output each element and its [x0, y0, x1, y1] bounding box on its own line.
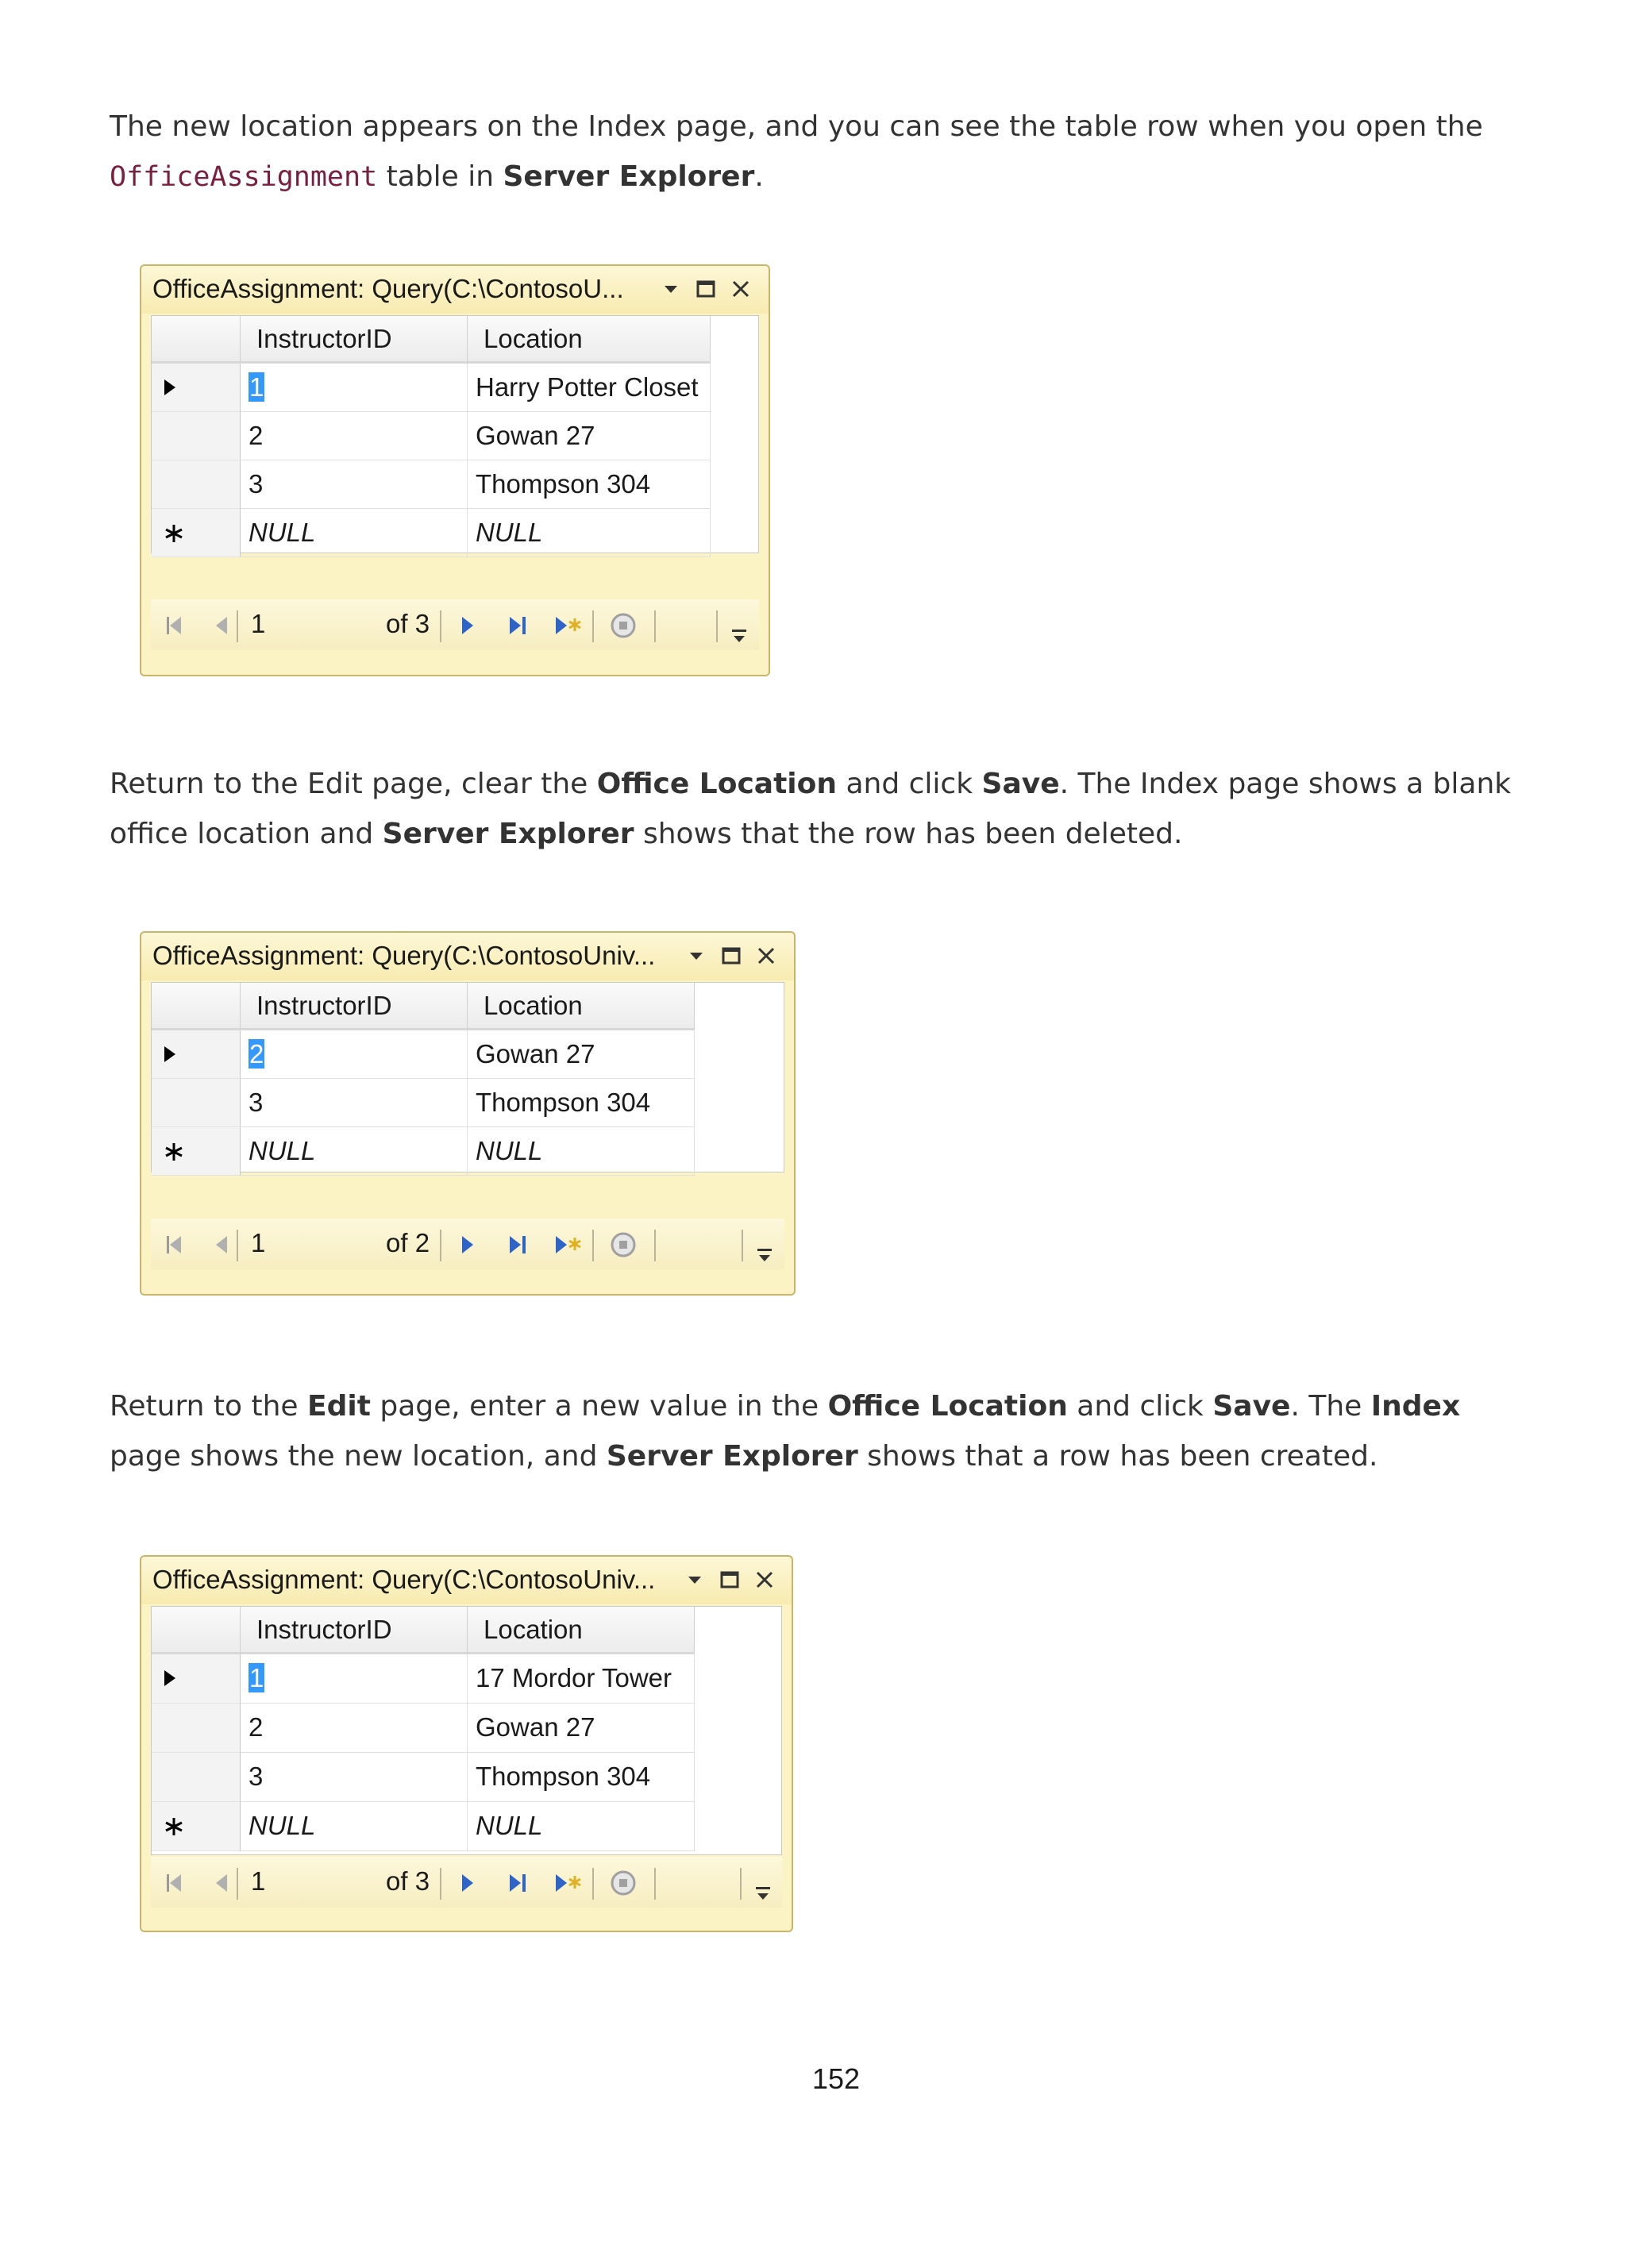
toolbar-overflow-icon[interactable]	[751, 1857, 775, 1908]
row-selector[interactable]	[152, 1802, 241, 1851]
close-icon[interactable]	[729, 275, 753, 302]
title-bar	[141, 1557, 792, 1604]
close-icon[interactable]	[753, 1566, 776, 1593]
record-total: of 2	[386, 1228, 430, 1257]
record-total: of 3	[386, 609, 430, 638]
previous-record-icon[interactable]	[205, 599, 237, 650]
page-number: 152	[812, 2062, 861, 2095]
row-selector[interactable]	[152, 1654, 241, 1704]
current-record-input[interactable]: 1	[251, 1866, 266, 1896]
next-record-icon[interactable]	[451, 599, 483, 650]
current-row-arrow-icon	[152, 1654, 241, 1704]
column-header-instructorid[interactable]: InstructorID	[241, 316, 468, 364]
column-header-location[interactable]: Location	[468, 1607, 695, 1654]
title-bar	[141, 266, 769, 314]
row-selector[interactable]	[152, 1079, 241, 1127]
separator	[716, 610, 718, 642]
para3-bold-office-location: Office Location	[827, 1390, 1068, 1423]
paragraph-create	[110, 1381, 1531, 1481]
separator	[654, 610, 656, 642]
separator	[592, 610, 594, 642]
row-selector[interactable]	[152, 1127, 241, 1176]
cell-instructorid[interactable]: NULL	[241, 1127, 468, 1176]
separator	[592, 1230, 594, 1261]
row-selector[interactable]	[152, 460, 241, 509]
window-title: OfficeAssignment: Query(C:\ContosoUniv...	[152, 1565, 656, 1594]
stop-icon[interactable]	[603, 599, 643, 650]
row-selector-header	[152, 983, 241, 1030]
para2-bold-office-location: Office Location	[596, 768, 838, 800]
para3-bold-edit: Edit	[307, 1390, 371, 1423]
record-navigator	[151, 1219, 784, 1269]
row-selector-header	[152, 1607, 241, 1654]
separator	[237, 1868, 238, 1900]
row-selector[interactable]	[152, 509, 241, 557]
stop-icon[interactable]	[603, 1219, 643, 1269]
separator	[237, 610, 238, 642]
column-header-instructorid[interactable]: InstructorID	[241, 1607, 468, 1654]
previous-record-icon[interactable]	[205, 1219, 237, 1269]
toolbar-overflow-icon[interactable]	[753, 1219, 776, 1269]
first-record-icon[interactable]	[157, 1857, 189, 1908]
last-record-icon[interactable]	[500, 1857, 537, 1908]
para3-text-5: page shows the new location, and	[110, 1440, 607, 1473]
cell-location[interactable]: Thompson 304	[468, 1753, 695, 1802]
last-record-icon[interactable]	[500, 1219, 537, 1269]
para3-text-4: . The	[1290, 1390, 1371, 1423]
para1-bold-server-explorer: Server Explorer	[503, 160, 755, 193]
cell-instructorid[interactable]: 3	[241, 1079, 468, 1127]
dropdown-icon[interactable]	[684, 942, 708, 969]
previous-record-icon[interactable]	[205, 1857, 237, 1908]
separator	[740, 1868, 742, 1900]
title-bar	[141, 933, 794, 980]
para1-text-1: The new location appears on the Index page, and you can see the table row when you open the	[110, 110, 1483, 143]
maximize-icon[interactable]	[719, 942, 743, 969]
current-row-arrow-icon	[152, 1030, 241, 1079]
separator	[654, 1230, 656, 1261]
dropdown-icon[interactable]	[659, 275, 683, 302]
para2-bold-save: Save	[981, 768, 1060, 800]
para2-bold-server-explorer: Server Explorer	[382, 818, 634, 850]
toolbar-overflow-icon[interactable]	[727, 599, 751, 650]
cell-location[interactable]: Thompson 304	[468, 460, 711, 509]
para3-text-2: page, enter a new value in the	[370, 1390, 828, 1423]
code-office-assignment: OfficeAssignment	[110, 161, 378, 193]
para3-bold-index: Index	[1370, 1390, 1461, 1423]
cell-instructorid[interactable]: 3	[241, 460, 468, 509]
record-navigator	[151, 599, 759, 650]
cell-location[interactable]: Gowan 27	[468, 412, 711, 460]
window-title: OfficeAssignment: Query(C:\ContosoUniv...	[152, 941, 656, 970]
cell-location[interactable]: Harry Potter Closet	[468, 364, 711, 412]
results-grid	[151, 315, 759, 553]
para3-text-1: Return to the	[110, 1390, 308, 1423]
cell-instructorid[interactable]: NULL	[241, 1802, 468, 1851]
cell-instructorid[interactable]: 2	[241, 412, 468, 460]
next-record-icon[interactable]	[451, 1857, 483, 1908]
current-record-input[interactable]: 1	[251, 1228, 266, 1257]
separator	[237, 1230, 238, 1261]
row-selector[interactable]	[152, 1030, 241, 1079]
last-record-icon[interactable]	[500, 599, 537, 650]
window-title: OfficeAssignment: Query(C:\ContosoU...	[152, 274, 624, 303]
current-row-arrow-icon	[152, 364, 241, 412]
new-record-icon[interactable]	[548, 599, 588, 650]
row-selector[interactable]	[152, 364, 241, 412]
query-window-3	[140, 1555, 793, 1932]
para3-bold-server-explorer: Server Explorer	[606, 1440, 858, 1473]
row-selector[interactable]	[152, 1704, 241, 1753]
separator	[654, 1868, 656, 1900]
separator	[440, 610, 441, 642]
paragraph-delete	[110, 759, 1531, 859]
para3-text-6: shows that a row has been created.	[857, 1440, 1378, 1473]
cell-instructorid[interactable]: 2	[241, 1704, 468, 1753]
new-row-asterisk-icon	[152, 1127, 241, 1176]
cell-location[interactable]: Thompson 304	[468, 1079, 695, 1127]
results-grid	[151, 982, 784, 1173]
new-row-asterisk-icon	[152, 509, 241, 557]
cell-location[interactable]: 17 Mordor Tower	[468, 1654, 695, 1704]
cell-location[interactable]: NULL	[468, 1127, 695, 1176]
cell-location[interactable]: Gowan 27	[468, 1030, 695, 1079]
record-navigator	[151, 1857, 782, 1908]
para1-text-2: table in	[377, 160, 503, 193]
column-header-location[interactable]: Location	[468, 983, 695, 1030]
separator	[742, 1230, 743, 1261]
paragraph-intro	[110, 102, 1531, 202]
para1-text-3: .	[754, 160, 764, 193]
new-row-asterisk-icon	[152, 1802, 241, 1851]
column-header-location[interactable]: Location	[468, 316, 711, 364]
first-record-icon[interactable]	[157, 599, 189, 650]
para3-bold-save: Save	[1212, 1390, 1291, 1423]
first-record-icon[interactable]	[157, 1219, 189, 1269]
current-record-input[interactable]: 1	[251, 609, 266, 638]
record-total: of 3	[386, 1866, 430, 1896]
row-selector[interactable]	[152, 1753, 241, 1802]
cell-instructorid[interactable]: 3	[241, 1753, 468, 1802]
para2-text-3: . The Index page shows a blank office location and	[110, 768, 1512, 850]
separator	[440, 1868, 441, 1900]
query-window-2	[140, 931, 796, 1296]
results-grid	[151, 1606, 782, 1855]
column-header-instructorid[interactable]: InstructorID	[241, 983, 468, 1030]
cell-instructorid[interactable]: NULL	[241, 509, 468, 557]
cell-instructorid[interactable]: 2	[241, 1030, 468, 1079]
separator	[592, 1868, 594, 1900]
dropdown-icon[interactable]	[683, 1566, 707, 1593]
cell-location[interactable]: Gowan 27	[468, 1704, 695, 1753]
maximize-icon[interactable]	[694, 275, 718, 302]
para2-text-1: Return to the Edit page, clear the	[110, 768, 597, 800]
para2-text-2: and click	[837, 768, 982, 800]
cell-instructorid[interactable]: 1	[241, 1654, 468, 1704]
cell-location[interactable]: NULL	[468, 1802, 695, 1851]
cell-location[interactable]: NULL	[468, 509, 711, 557]
cell-instructorid[interactable]: 1	[241, 364, 468, 412]
new-record-icon[interactable]	[548, 1857, 588, 1908]
next-record-icon[interactable]	[451, 1219, 483, 1269]
row-selector[interactable]	[152, 412, 241, 460]
new-record-icon[interactable]	[548, 1219, 588, 1269]
maximize-icon[interactable]	[718, 1566, 742, 1593]
separator	[440, 1230, 441, 1261]
para2-text-4: shows that the row has been deleted.	[634, 818, 1183, 850]
stop-icon[interactable]	[603, 1857, 643, 1908]
query-window-1	[140, 264, 770, 676]
close-icon[interactable]	[754, 942, 778, 969]
row-selector-header	[152, 316, 241, 364]
para3-text-3: and click	[1067, 1390, 1213, 1423]
